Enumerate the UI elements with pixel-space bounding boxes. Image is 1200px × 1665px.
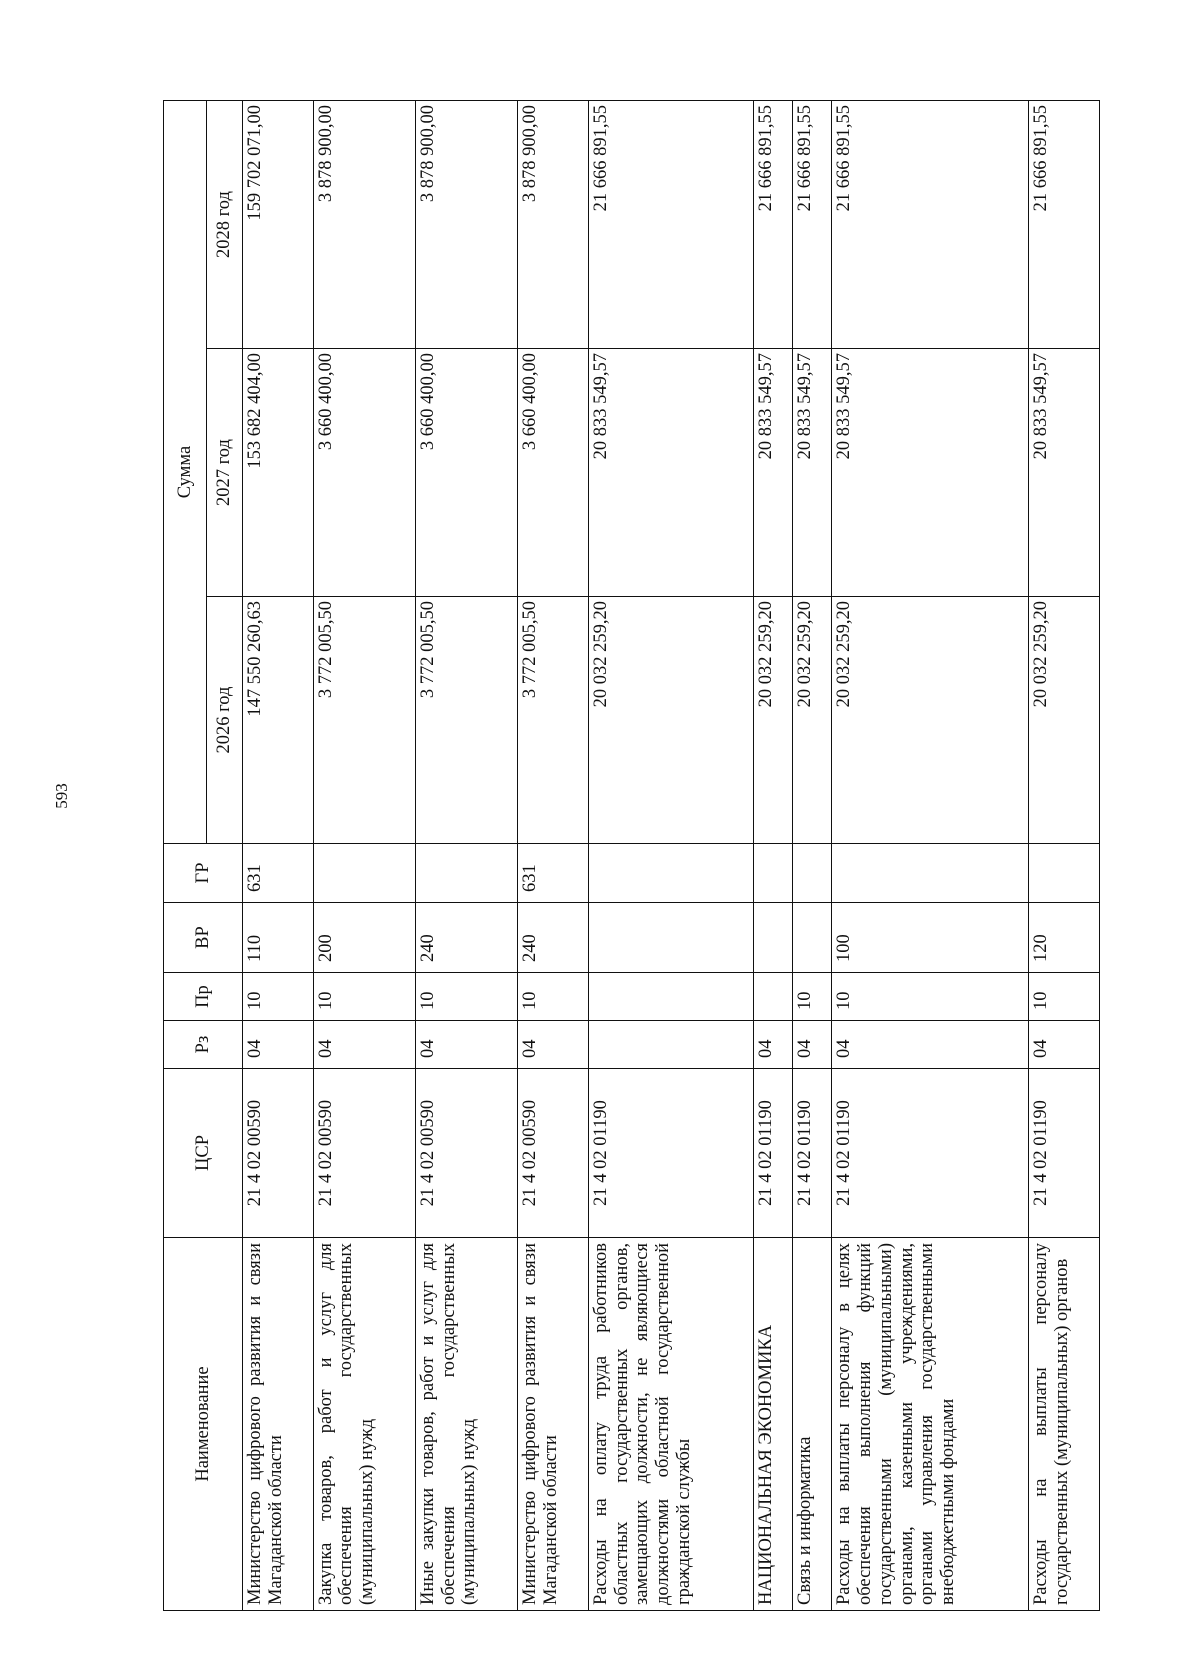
row-vr: 200 xyxy=(313,903,415,973)
row-gr xyxy=(1029,844,1100,903)
row-amount-2026: 3 772 005,50 xyxy=(313,597,415,844)
row-rz xyxy=(588,1021,753,1069)
rotated-table-wrapper xyxy=(163,101,1100,1611)
row-amount-2027: 3 660 400,00 xyxy=(415,349,517,597)
row-amount-2027: 20 833 549,57 xyxy=(793,349,832,597)
row-amount-2027: 3 660 400,00 xyxy=(313,349,415,597)
row-csr: 21 4 02 01190 xyxy=(832,1069,1029,1238)
row-gr: 631 xyxy=(518,844,589,903)
row-amount-2027: 153 682 404,00 xyxy=(243,349,314,597)
budget-table xyxy=(163,100,1100,1611)
row-pr: 10 xyxy=(243,973,314,1021)
row-name: Расходы на выплаты персоналу в целях обеспечения выполнения функций государственными (муниципальными) органами, казенными учреждениями, органами управления государственными внебюджетными фондами xyxy=(832,1238,1029,1611)
row-name: Связь и информатика xyxy=(793,1238,832,1611)
row-vr xyxy=(588,903,753,973)
table-row xyxy=(243,101,314,1611)
row-vr xyxy=(793,903,832,973)
row-amount-2028: 3 878 900,00 xyxy=(518,101,589,349)
row-pr xyxy=(588,973,753,1021)
table-row xyxy=(832,101,1029,1611)
row-amount-2027: 20 833 549,57 xyxy=(754,349,793,597)
row-csr: 21 4 02 01190 xyxy=(588,1069,753,1238)
row-pr xyxy=(754,973,793,1021)
row-rz: 04 xyxy=(832,1021,1029,1069)
row-amount-2027: 20 833 549,57 xyxy=(1029,349,1100,597)
row-amount-2027: 3 660 400,00 xyxy=(518,349,589,597)
row-pr: 10 xyxy=(518,973,589,1021)
row-vr: 120 xyxy=(1029,903,1100,973)
row-amount-2028: 21 666 891,55 xyxy=(754,101,793,349)
row-name: Министерство цифрового развития и связи Магаданской области xyxy=(243,1238,314,1611)
header-rz: Рз xyxy=(164,1021,243,1069)
row-rz: 04 xyxy=(793,1021,832,1069)
row-pr: 10 xyxy=(313,973,415,1021)
header-year-2026: 2026 год xyxy=(207,597,243,844)
header-vr: ВР xyxy=(164,903,243,973)
row-amount-2028: 21 666 891,55 xyxy=(588,101,753,349)
page-number: 593 xyxy=(52,783,71,809)
row-name: Закупка товаров, работ и услуг для обеспечения государственных (муниципальных) нужд xyxy=(313,1238,415,1611)
table-row xyxy=(518,101,589,1611)
row-rz: 04 xyxy=(243,1021,314,1069)
row-amount-2028: 3 878 900,00 xyxy=(313,101,415,349)
row-name: Иные закупки товаров, работ и услуг для обеспечения государственных (муниципальных) нужд xyxy=(415,1238,517,1611)
row-gr: 631 xyxy=(243,844,314,903)
row-amount-2026: 20 032 259,20 xyxy=(1029,597,1100,844)
row-amount-2028: 21 666 891,55 xyxy=(1029,101,1100,349)
row-gr xyxy=(313,844,415,903)
row-pr: 10 xyxy=(1029,973,1100,1021)
header-year-2027: 2027 год xyxy=(207,349,243,597)
table-row xyxy=(415,101,517,1611)
row-pr: 10 xyxy=(793,973,832,1021)
row-vr: 240 xyxy=(518,903,589,973)
row-rz: 04 xyxy=(313,1021,415,1069)
row-gr xyxy=(832,844,1029,903)
row-vr: 100 xyxy=(832,903,1029,973)
row-vr: 240 xyxy=(415,903,517,973)
row-amount-2026: 147 550 260,63 xyxy=(243,597,314,844)
header-csr: ЦСР xyxy=(164,1069,243,1238)
row-gr xyxy=(793,844,832,903)
row-rz: 04 xyxy=(754,1021,793,1069)
row-name: Расходы на выплаты персоналу государственных (муниципальных) органов xyxy=(1029,1238,1100,1611)
row-amount-2026: 20 032 259,20 xyxy=(793,597,832,844)
row-csr: 21 4 02 00590 xyxy=(415,1069,517,1238)
row-csr: 21 4 02 01190 xyxy=(793,1069,832,1238)
row-pr: 10 xyxy=(832,973,1029,1021)
row-amount-2028: 159 702 071,00 xyxy=(243,101,314,349)
row-pr: 10 xyxy=(415,973,517,1021)
row-amount-2028: 21 666 891,55 xyxy=(793,101,832,349)
row-csr: 21 4 02 00590 xyxy=(313,1069,415,1238)
row-gr xyxy=(754,844,793,903)
row-amount-2026: 20 032 259,20 xyxy=(754,597,793,844)
row-amount-2026: 20 032 259,20 xyxy=(832,597,1029,844)
row-name: Расходы на оплату труда работников областных государственных органов, замещающих должности, не являющиеся должностями областной государственной гражданской службы xyxy=(588,1238,753,1611)
table-row xyxy=(1029,101,1100,1611)
row-csr: 21 4 02 01190 xyxy=(1029,1069,1100,1238)
header-pr: Пр xyxy=(164,973,243,1021)
row-csr: 21 4 02 01190 xyxy=(754,1069,793,1238)
row-amount-2026: 3 772 005,50 xyxy=(518,597,589,844)
header-gr: ГР xyxy=(164,844,243,903)
row-amount-2027: 20 833 549,57 xyxy=(832,349,1029,597)
row-amount-2027: 20 833 549,57 xyxy=(588,349,753,597)
row-gr xyxy=(415,844,517,903)
row-amount-2028: 3 878 900,00 xyxy=(415,101,517,349)
table-row xyxy=(754,101,793,1611)
header-year-2028: 2028 год xyxy=(207,101,243,349)
row-gr xyxy=(588,844,753,903)
row-csr: 21 4 02 00590 xyxy=(243,1069,314,1238)
row-name: Министерство цифрового развития и связи Магаданской области xyxy=(518,1238,589,1611)
row-vr xyxy=(754,903,793,973)
row-csr: 21 4 02 00590 xyxy=(518,1069,589,1238)
row-amount-2026: 20 032 259,20 xyxy=(588,597,753,844)
row-rz: 04 xyxy=(415,1021,517,1069)
table-row xyxy=(313,101,415,1611)
row-amount-2028: 21 666 891,55 xyxy=(832,101,1029,349)
table-row xyxy=(588,101,753,1611)
header-sum: Сумма xyxy=(164,101,207,844)
row-rz: 04 xyxy=(1029,1021,1100,1069)
header-name: Наименование xyxy=(164,1238,243,1611)
row-vr: 110 xyxy=(243,903,314,973)
table-row xyxy=(793,101,832,1611)
row-name: НАЦИОНАЛЬНАЯ ЭКОНОМИКА xyxy=(754,1238,793,1611)
row-amount-2026: 3 772 005,50 xyxy=(415,597,517,844)
row-rz: 04 xyxy=(518,1021,589,1069)
